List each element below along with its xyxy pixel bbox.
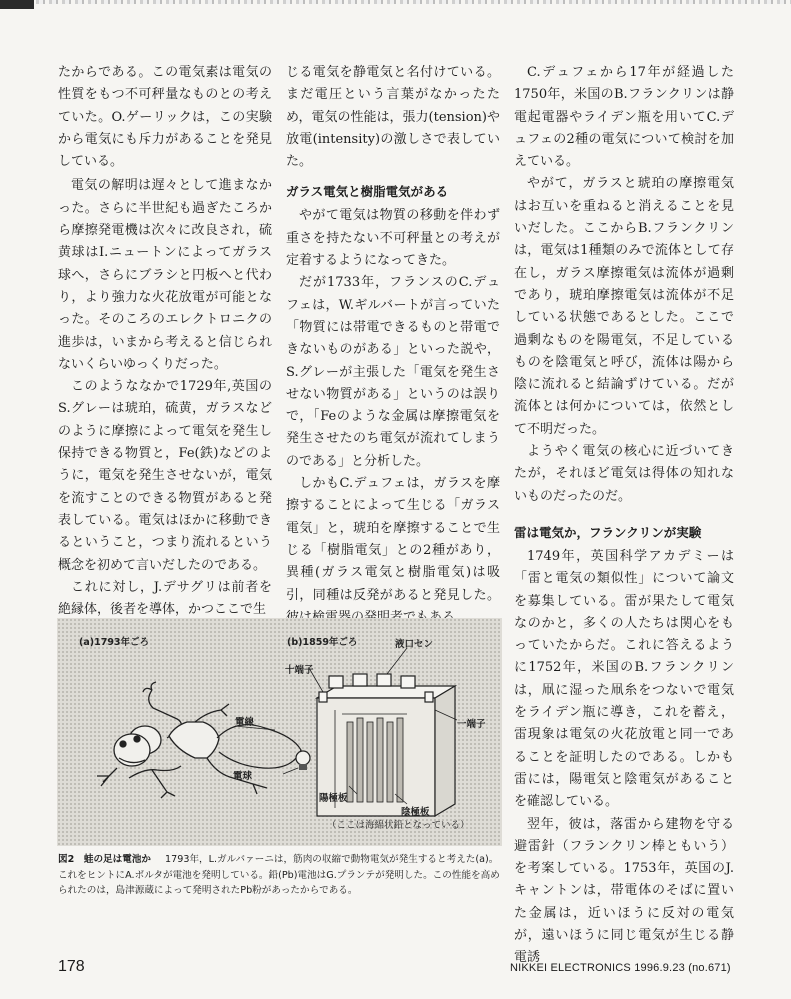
label-negative-terminal: 一端子	[457, 719, 486, 730]
paragraph: やがて，ガラスと琥珀の摩擦電気はお互いを重ねると消えることを見いだした。ここからB.フランクリンは，電気は1種類のみで流体として存在し，ガラス摩擦電気は流体が過剰であり，琥珀摩擦電気は流体が不足している状態であるとした。ここで過剰なものを陽電気，不足しているものを陰電気と呼び，流体は陽から陰に流れると結論ずけている。だが流体とは何かについては，依然として不明だった。	[514, 176, 734, 437]
section-heading: ガラス電気と樹脂電気がある	[286, 184, 449, 200]
section-heading: 雷は電気か，フランクリンが実験	[514, 524, 702, 540]
caption-title: 図2 蛙の足は電池か	[58, 854, 152, 865]
caption-text: 1793年，L.ガルバァーニは，筋肉の収縮で動物電気が発生すると考えた(a)。これをヒントにA.ボルタが電池を発明している。鉛(Pb)電池はG.プランテが発明した。この性能を高められたのは，島津源蔵によって発明されたPb粉があったからである。	[58, 854, 500, 896]
text-column-3	[514, 62, 734, 970]
figure-2	[57, 618, 502, 846]
scan-top-edge	[0, 0, 791, 9]
scan-noise-strip	[36, 0, 791, 4]
paragraph: 電気の解明は遅々として進まなかった。さらに半世紀も過ぎたころから摩擦発電機は次々に改良され，硫黄球はI.ニュートンによってガラス球へ，さらにブラシと円板へと代わり，より強力な火花放電が可能となった。そのころのエレクトロニクの進歩は，いまから考えると信じられないくらいゆっくりだった。	[58, 178, 272, 372]
paragraph: だが1733年，フランスのC.デュフェは，W.ギルバートが言っていた「物質には帯電できるものと帯電できないものがある」といった説や，S.グレーが主張した「電気を発生させない物質がある」というのは誤りで，「Feのような金属は摩擦電気を発生させたのち電気が流れてしまうのである」と分析した。	[286, 275, 500, 469]
label-positive-plate: 陽極板	[319, 793, 348, 804]
figure-label-b: (b)1859年ごろ	[287, 637, 358, 648]
wire-loop	[217, 725, 301, 769]
page-number: 178	[58, 958, 85, 975]
label-filler-cap: 液口セン	[395, 639, 434, 650]
paragraph: C.デュフェから17年が経過した1750年，米国のB.フランクリンは静電起電器やライデン瓶を用いてC.デュフェの2種の電気について検討を加えている。	[514, 65, 734, 170]
figure-illustration	[57, 618, 502, 846]
paragraph: このようななかで1729年,英国のS.グレーは琥珀，硫黄，ガラスなどのように摩擦によって電気を発生し保持できる物質と，Fe(鉄)などのように，電気を発生させないが，電気を流すことのできる物質があると発表している。電気はほかに移動できるということ，つまり流れるという概念を初めて言いだしたのである。	[58, 379, 272, 573]
label-negative-plate: 陰極板	[401, 807, 430, 818]
paragraph: これに対し，J.デサグリは前者を絶縁体，後者を導体，かつここで生	[58, 579, 272, 618]
paragraph: 1749年，英国科学アカデミーは「雷と電気の類似性」について論文を募集している。雷が果たして電気なのかと，多くの人たちは関心をもっていたからだ。これに答えるように1752年，米国のB.フランクリンは，凧に湿った凧糸をつないで電気をライデン瓶に導き，これを蓄え，雷現象は電気の火花放電と同一であることを証明したのである。しかも雷には，陽電気と陰電気があることを確認している。	[514, 548, 734, 810]
figure-label-a: (a)1793年ごろ	[79, 637, 150, 648]
label-negative-plate-note: （ここは海綿状鉛となっている）	[327, 820, 470, 831]
paragraph: 翌年，彼は，落雷から建物を守る避雷針（フランクリン棒ともいう）を考案している。1753年，英国のJ.キャントンは，帯電体のそばに置いた金属は，近いほうに反対の電気が，遠いほうに同じ電気が生じる静電誘	[514, 816, 734, 966]
scan-corner-mark	[0, 0, 34, 9]
text-column-2	[286, 62, 500, 629]
paragraph: やがて電気は物質の移動を伴わず重さを持たない不可秤量との考えが定着するようになってきた。	[286, 208, 500, 269]
paragraph: しかもC.デュフェは，ガラスを摩擦することによって生じる「ガラス電気」と，琥珀を摩擦することで生じる「樹脂電気」との2種があり，異種(ガラス電気と樹脂電気)は吸引，同種は反発があると発見した。	[286, 476, 500, 603]
paragraph: たからである。この電気素は電気の性質をもつ不可秤量なものとの考えていた。O.ゲーリックは，この実験から電気にも斥力があることを発見している。	[58, 65, 272, 170]
paragraph: ようやく電気の核心に近づいてきたが，それほど電気は得体の知れないものだったのだ。	[514, 444, 734, 504]
text-column-1	[58, 62, 272, 621]
figure-caption	[58, 852, 503, 899]
light-bulb-icon	[296, 751, 310, 770]
label-wire: 電線	[235, 717, 255, 728]
paragraph: じる電気を静電気と名付けている。まだ電圧という言葉がなかったため，電気の性能は，張力(tension)や放電(intensity)の激しさで表していた。	[286, 65, 500, 170]
label-bulb: 電球	[233, 771, 253, 782]
label-positive-terminal: 十端子	[285, 665, 314, 676]
publication-footer: NIKKEI ELECTRONICS 1996.9.23 (no.671)	[510, 962, 731, 974]
